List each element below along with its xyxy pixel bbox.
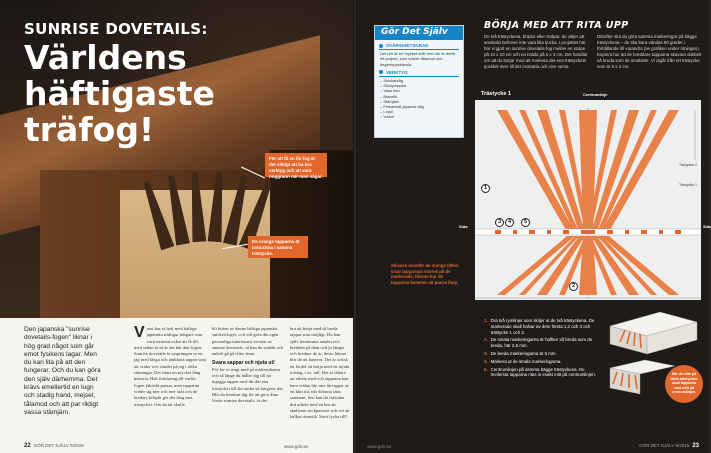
folio-url-right: www.gds.se [367,444,392,449]
magazine-name: GÖR DET SJÄLV [639,443,675,448]
hero-photo [0,0,353,318]
right-page-title: BÖRJA MED ATT RITA UPP [484,20,629,31]
step-marker: 1 [481,184,490,193]
intro-column-1: De två trästyckena, brädor eller stolpar, du väljer att använda behöver inte vara lika tjocka. I projektet här har vi gjort en sunrise dovetails-fog mellan en stolpe på 10 x 10 cm och en bräda på 5 x 3 cm. Det handlar om att du börjar med att markera det ena trästyckets tjocklek över till det motsatta och vice versa. [484,34,588,70]
headline-line-2: häftigaste träfog! [24,74,215,149]
headline [24,40,353,148]
photo-callout-bottom: De orange tapparna är instuckna i samma trästycke. [248,236,308,258]
step-item: 2. De smala markeringarna är halften så breda som de breda, här 2,5 mm. [484,337,593,349]
issue: 9/2015 [675,443,690,448]
page-number: 22 [24,443,31,449]
left-page [0,0,353,453]
body-text-area [0,318,353,453]
info-sidebar [374,25,464,138]
tool-item: – Stickpassare [380,83,458,88]
step-marker: 5 [521,218,530,227]
steps-list [484,318,602,380]
step-item: 5. Centrumlinjen på samma bägge trästyckena. De mellersta tapparna ritas in exakt mitt på centrumlinjen. [484,366,596,378]
step-marker: 2 [569,282,578,291]
body-column-3-text-b: För fur vi ringt med på malresultaten och så länge du håller dig till att mjugga tappar med dit ditt ena trästycket till det andra så fungerar det. Blir du bestämt dig för att göra dina första sunrise dovetails, är det [212,366,284,404]
step-item: 1. Dra två rymlinjer som skiljer ut de två trästyckena. De markerade skall halvar av dem första 1,2 och 3 och trästycke 1 och 2. [484,318,595,335]
difficulty-text: Det här är en mycket svår men än är detta ett projekt, som kräver tålamod och fingertoppskänsla. [380,51,455,67]
step-marker: 4 [505,218,514,227]
photo-callout-top: För att få en fin fog är det viktigt att ha bra verktyg och att vara noggrann när man sågar. [265,153,327,177]
marking-diagram [459,91,711,300]
step-item: 3. De breda markeringarna är 5 mm. [484,350,557,356]
sidebar-banner: Gör Det Själv [375,26,463,40]
difficulty-heading: SVÅRIGHETSGRAD [379,43,459,50]
tools-list [380,78,458,120]
piece2-label: Trästycke 2 [679,163,697,167]
right-page [357,0,709,453]
piece1-label: Trästycke 1 [481,91,511,97]
tools-icon [379,70,383,74]
piece1-label-small: Trästycke 1 [679,183,697,187]
tool-item: – Vinkel [380,114,458,119]
tool-item: – Linjal [380,109,458,114]
magazine-name: GÖR DET SJÄLV [33,443,69,448]
step-marker: 3 [495,218,504,227]
folio-left [24,443,84,449]
diagram-caption: Skissen ovanför de orange fälten visar tapparnas storlek på de markerade, liksom hur de tapparna kommer att passa ihop. [391,263,459,286]
lead-paragraph: Den japanska "sunrise dovetails-fogen" liknar i hög grad något som går emot fysikens lagar. Men du kan lita på att den fungerar. Och du kan göra den själv därhemma. Det krävs emellertid en lugn och stadig hand, mejsel, tålamod och att par riktigt vassa stämjärn. [24,326,101,416]
side-label-right: Sida [703,224,711,229]
folio-url: www.gds.se [284,444,309,449]
tool-item: – Brandlit [380,94,458,99]
headline-line-1: Världens [24,38,187,77]
tools-heading: VERKTYG [379,70,459,77]
tool-item: – Stämjärn [380,99,458,104]
body-column-2 [134,326,207,408]
tool-item: – Vass kniv [380,88,458,93]
issue: 9/2015 [70,443,84,448]
illustration-callout: När du ritar på båda trästycken skall tapparna vara mitt på centrumlinjen. [665,365,703,403]
diagram-drawing [475,100,701,300]
difficulty-icon [379,44,383,48]
folio-right [639,443,699,449]
kicker: SUNRISE DOVETAILS: [24,20,208,38]
tool-item: – Finkantslit japansk såg [380,104,458,109]
body-subhead: Svara sappar och njuta ut! [212,360,275,367]
center-line-label: Centrumlinje [583,92,608,97]
body-column-2-text: asst har vi haft med häftiga japanska träfogar tidigare som varit extremt svåra att få till, men sedan är så är det här den fogen. Sunrise dovetails är ursprungen ur en jag med långa och tänkbara tappar som att vrider och vänder på sig i olika riktningar. Det finns en mycket lång historia. Hak förklaring till varför fogen faktiskt passar, men tapparna vrider sig mer och mer utåt och de bredare kilspår ger det läng mot trästycket. Om du tar skulle [134,326,206,407]
page-number: 23 [692,443,699,449]
intro-column-2: Därefter ska du göra samma markeringar på bägge trästyckena – de ska bara vändas 90 grader i förhållande till varandra (se grafiken under ritningen). Kopiera hur att de breddare tapparna skavara dubbelt så breda som de smalaste. Vi utgår från ett trästycke som är 6 x 2 cm. [597,34,702,70]
side-label-left: Sida [459,224,468,229]
body-column-3 [212,326,285,405]
step-item: 4. Markera ut de smala markeringarna. [484,358,562,364]
body-column-3-text: bli bitten av denna häftiga japanska snickerifoget, och vill göra din egen personliga interessant version av sunrise dovetails, så kan du snabbt och enkelt gå på tvärs fram. [212,326,284,357]
body-column-4: bra att börja med så breda tappar som möjligt. Du kan själv bestämma antalet och bredden på dem och ju längre och bredare de är, desto lättare blir de att hantera. Det är också en fördel att börja med ett mjukt träslag, t ex. tall. Det är lättare att arbeta med och tapparna kan bara vridas lite mer än tappar av ett hårt trä, när delarna sätts samman. Sen kan du fortsätta ditt arbete med en bra att skalfram stickpassare och vet att kalkat ritmetik. Stort lycka till! [290,326,350,420]
tool-item: – Snickarsåg [380,78,458,83]
drop-cap: V [134,324,145,341]
